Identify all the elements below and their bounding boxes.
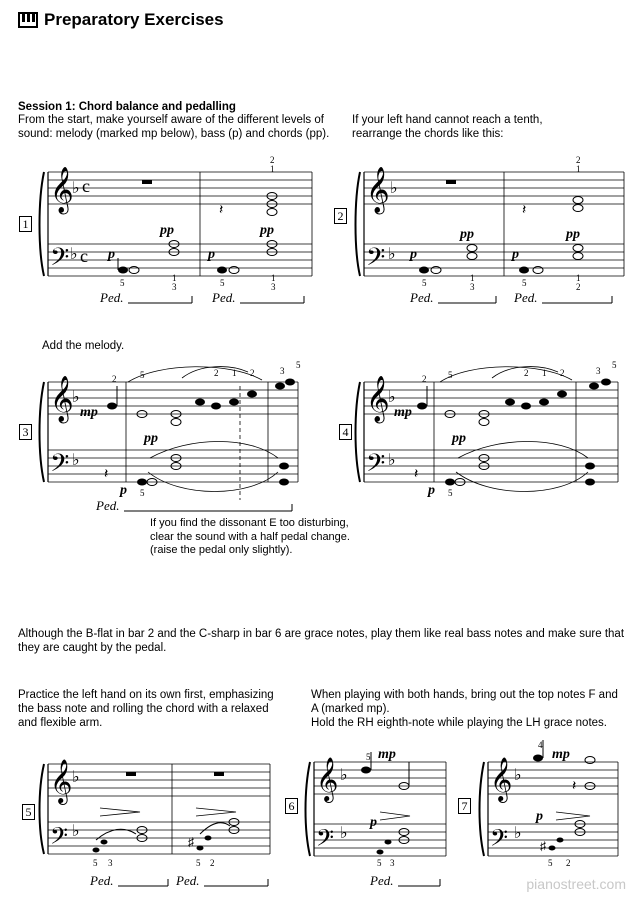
svg-text:5: 5 — [220, 278, 225, 288]
svg-text:♭: ♭ — [514, 825, 522, 842]
svg-text:mp: mp — [378, 747, 396, 762]
svg-text:♭: ♭ — [514, 767, 522, 784]
svg-text:p: p — [512, 247, 519, 262]
example-number-5: 5 — [22, 804, 35, 820]
svg-text:𝄞: 𝄞 — [366, 376, 390, 421]
svg-text:2: 2 — [270, 155, 275, 165]
practice-line-1: Practice the left hand on its own first, emphasizing — [18, 689, 274, 701]
svg-text:3: 3 — [108, 858, 113, 868]
pedal-mark: Ped. — [100, 290, 124, 305]
svg-text:1: 1 — [542, 368, 547, 378]
example-3-marks — [50, 360, 301, 513]
practice-line-2: the bass note and rolling the chord with a relaxed — [18, 703, 269, 715]
svg-text:♭: ♭ — [388, 246, 396, 263]
svg-text:𝄢: 𝄢 — [366, 450, 386, 483]
tenth-line-2: rearrange the chords like this: — [352, 128, 504, 140]
dissonant-line-2: clear the sound with a half pedal change. — [150, 530, 350, 543]
svg-text:Ped.: Ped. — [410, 290, 434, 305]
svg-text:𝄽: 𝄽 — [522, 203, 527, 218]
example-number-4: 4 — [339, 424, 352, 440]
svg-text:♭: ♭ — [340, 767, 348, 784]
svg-text:5: 5 — [93, 858, 98, 868]
svg-text:2: 2 — [566, 858, 571, 868]
svg-text:𝄢: 𝄢 — [316, 826, 335, 857]
treble-clef-icon: 𝄞 — [50, 167, 74, 212]
example-5-marks — [50, 760, 268, 888]
svg-text:3: 3 — [280, 366, 285, 376]
svg-text:2: 2 — [214, 368, 219, 378]
svg-text:5: 5 — [548, 858, 553, 868]
svg-text:♭: ♭ — [72, 769, 80, 786]
pedal-mark: Ped. — [212, 290, 236, 305]
svg-text:5: 5 — [612, 360, 617, 370]
example-number-7: 7 — [458, 798, 471, 814]
svg-text:♭: ♭ — [388, 452, 396, 469]
svg-text:p: p — [410, 247, 417, 262]
svg-text:5: 5 — [377, 858, 382, 868]
svg-text:pp: pp — [144, 431, 158, 446]
fingering: 5 — [120, 278, 125, 288]
svg-text:2: 2 — [560, 368, 565, 378]
example-number-2: 2 — [334, 208, 347, 224]
svg-text:1: 1 — [271, 273, 276, 283]
svg-text:𝄞: 𝄞 — [366, 167, 390, 212]
svg-text:5: 5 — [522, 278, 527, 288]
svg-text:mp: mp — [394, 405, 412, 420]
svg-text:𝄞: 𝄞 — [316, 759, 339, 801]
fingering: 1 — [172, 273, 177, 283]
dissonant-line-3: (raise the pedal only slightly). — [150, 544, 293, 556]
dynamic-pp: pp — [160, 223, 174, 238]
add-melody-text: Add the melody. — [42, 340, 125, 352]
svg-text:5: 5 — [196, 858, 201, 868]
example-6-marks — [316, 747, 440, 888]
svg-text:1: 1 — [576, 164, 581, 174]
intro-line-1: From the start, make yourself aware of the different levels of — [18, 114, 324, 126]
example-number-3: 3 — [19, 424, 32, 440]
svg-text:2: 2 — [210, 858, 215, 868]
svg-text:𝄢: 𝄢 — [490, 826, 509, 857]
svg-text:p: p — [120, 483, 127, 498]
svg-text:3: 3 — [470, 282, 475, 292]
page-title: Preparatory Exercises — [44, 10, 224, 29]
svg-text:♭: ♭ — [340, 825, 348, 842]
intro-line-2: sound: melody (marked mp below), bass (p) and chords (pp). — [18, 128, 330, 140]
example-4-system — [356, 367, 619, 492]
svg-text:𝄢: 𝄢 — [50, 824, 69, 855]
svg-text:Ped.: Ped. — [370, 873, 394, 888]
svg-text:𝄢: 𝄢 — [366, 244, 386, 277]
svg-text:𝄽: 𝄽 — [104, 467, 109, 482]
svg-text:Ped.: Ped. — [176, 873, 200, 888]
both-hands-line-3: Hold the RH eighth-note while playing the LH grace notes. — [311, 717, 607, 729]
svg-text:3: 3 — [390, 858, 395, 868]
svg-text:pp: pp — [460, 227, 474, 242]
tenth-line-1: If your left hand cannot reach a tenth, — [352, 114, 543, 126]
bass-clef-icon: 𝄢 — [50, 244, 70, 277]
note-head — [118, 267, 128, 274]
svg-text:𝄞: 𝄞 — [50, 761, 73, 803]
practice-line-3: and flexible arm. — [18, 717, 103, 729]
svg-text:♭: ♭ — [388, 389, 396, 406]
svg-text:5: 5 — [448, 488, 453, 498]
svg-text:5: 5 — [296, 360, 301, 370]
flat-icon: ♭ — [70, 246, 78, 263]
quarter-rest-icon: 𝄽 — [219, 203, 224, 218]
svg-text:4: 4 — [538, 740, 543, 750]
example-4-marks — [366, 360, 617, 498]
svg-text:𝄽: 𝄽 — [572, 779, 577, 794]
svg-text:p: p — [428, 483, 435, 498]
svg-text:2: 2 — [422, 374, 427, 384]
example-number-1: 1 — [19, 216, 32, 232]
svg-text:♭: ♭ — [72, 389, 80, 406]
svg-text:2: 2 — [576, 282, 581, 292]
grace-line-2: they are caught by the pedal. — [18, 642, 167, 654]
svg-text:♭: ♭ — [390, 180, 398, 197]
time-signature: c — [82, 176, 90, 196]
svg-text:mp: mp — [80, 405, 98, 420]
svg-text:5: 5 — [140, 370, 145, 380]
svg-text:1: 1 — [232, 368, 237, 378]
time-signature: c — [80, 246, 88, 266]
session-heading: Session 1: Chord balance and pedalling — [18, 101, 236, 113]
svg-text:3: 3 — [596, 366, 601, 376]
svg-text:Ped.: Ped. — [514, 290, 538, 305]
svg-text:1: 1 — [576, 273, 581, 283]
svg-text:5: 5 — [422, 278, 427, 288]
svg-text:2: 2 — [250, 368, 255, 378]
grace-line-1: Although the B-flat in bar 2 and the C-sharp in bar 6 are grace notes, play them like real bass notes and make sure that — [18, 628, 625, 640]
svg-text:pp: pp — [452, 431, 466, 446]
svg-text:5: 5 — [140, 488, 145, 498]
example-number-6: 6 — [285, 798, 298, 814]
example-1-marks — [50, 155, 304, 305]
example-2-marks — [366, 155, 612, 305]
svg-text:♭: ♭ — [72, 823, 80, 840]
svg-text:1: 1 — [270, 164, 275, 174]
svg-text:♯: ♯ — [540, 839, 546, 853]
svg-text:mp: mp — [552, 747, 570, 762]
both-hands-line-1: When playing with both hands, bring out the top notes F and — [311, 689, 618, 701]
svg-text:1: 1 — [470, 273, 475, 283]
svg-text:3: 3 — [271, 282, 276, 292]
svg-text:p: p — [370, 815, 377, 830]
flat-icon: ♭ — [72, 180, 80, 197]
svg-text:pp: pp — [260, 223, 274, 238]
svg-text:5: 5 — [366, 752, 371, 762]
dissonant-line-1: If you find the dissonant E too disturbing, — [150, 517, 349, 529]
svg-text:p: p — [536, 809, 543, 824]
note-head — [129, 267, 139, 274]
svg-text:p: p — [208, 247, 215, 262]
both-hands-line-2: A (marked mp). — [311, 703, 390, 715]
svg-text:𝄢: 𝄢 — [50, 450, 70, 483]
watermark: pianostreet.com — [526, 876, 626, 892]
svg-text:Ped.: Ped. — [96, 498, 120, 513]
svg-text:2: 2 — [112, 374, 117, 384]
svg-text:2: 2 — [576, 155, 581, 165]
whole-rest-icon — [142, 180, 152, 184]
svg-text:♭: ♭ — [72, 452, 80, 469]
svg-text:♯: ♯ — [188, 835, 194, 849]
svg-text:𝄞: 𝄞 — [490, 759, 513, 801]
svg-text:𝄞: 𝄞 — [50, 376, 74, 421]
example-3-system — [40, 367, 299, 500]
svg-text:Ped.: Ped. — [90, 873, 114, 888]
svg-text:5: 5 — [448, 370, 453, 380]
dynamic-p: p — [108, 247, 115, 262]
svg-text:pp: pp — [566, 227, 580, 242]
fingering: 3 — [172, 282, 177, 292]
svg-text:𝄽: 𝄽 — [414, 467, 419, 482]
example-7-marks — [490, 740, 595, 868]
svg-text:2: 2 — [524, 368, 529, 378]
